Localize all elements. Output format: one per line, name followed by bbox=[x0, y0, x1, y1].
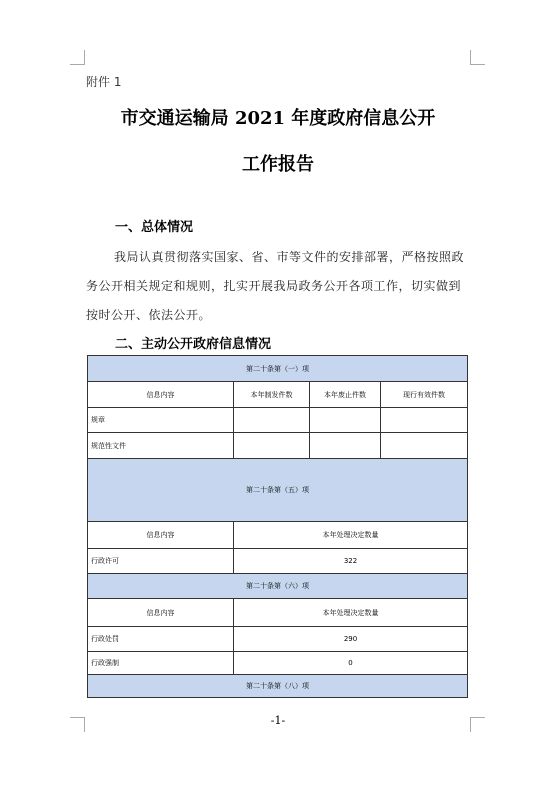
attachment-label: 附件 1 bbox=[86, 75, 122, 89]
row-label: 规章 bbox=[88, 408, 234, 433]
table-row bbox=[88, 652, 468, 675]
crop-mark-top-left bbox=[70, 50, 85, 65]
table-cell bbox=[234, 408, 310, 433]
row-label: 规范性文件 bbox=[88, 433, 234, 459]
row-label: 行政强制 bbox=[88, 652, 234, 675]
crop-mark-top-right bbox=[470, 50, 485, 65]
table-header-cell: 现行有效件数 bbox=[381, 382, 468, 408]
overview-paragraph: 我局认真贯彻落实国家、省、市等文件的安排部署，严格按照政务公开相关规定和规则，扎实开展我局政务公开各项工作，切实做到按时公开、依法公开。 bbox=[86, 250, 465, 322]
table-section-title: 第二十条第（一）项 bbox=[88, 356, 468, 382]
table-header-cell: 本年制发件数 bbox=[234, 382, 310, 408]
table-header-cell: 信息内容 bbox=[88, 599, 234, 627]
table-cell: 322 bbox=[234, 549, 468, 574]
table-row bbox=[88, 408, 468, 433]
section-heading-active-disclosure: 二、主动公开政府信息情况 bbox=[115, 337, 272, 352]
table-cell bbox=[381, 408, 468, 433]
row-label: 行政处罚 bbox=[88, 627, 234, 652]
disclosure-table bbox=[87, 355, 468, 698]
report-title-line2: 工作报告 bbox=[242, 154, 314, 175]
table-header-cell: 信息内容 bbox=[88, 382, 234, 408]
table-cell: 290 bbox=[234, 627, 468, 652]
table-cell: 0 bbox=[234, 652, 468, 675]
table-section-title: 第二十条第（八）项 bbox=[88, 675, 468, 698]
table-header-cell: 本年废止件数 bbox=[310, 382, 381, 408]
row-label: 行政许可 bbox=[88, 549, 234, 574]
table-header-cell: 本年处理决定数量 bbox=[234, 522, 468, 549]
report-title-line1: 市交通运输局 2021 年度政府信息公开 bbox=[120, 108, 436, 129]
table-cell bbox=[310, 408, 381, 433]
table-header-cell: 本年处理决定数量 bbox=[234, 599, 468, 627]
page-number: -1- bbox=[270, 714, 286, 727]
table-cell bbox=[310, 433, 381, 459]
table-row bbox=[88, 627, 468, 652]
table-row bbox=[88, 433, 468, 459]
table-section-title: 第二十条第（五）项 bbox=[88, 459, 468, 522]
table-cell bbox=[381, 433, 468, 459]
table-row bbox=[88, 549, 468, 574]
section-heading-overview: 一、总体情况 bbox=[115, 220, 194, 235]
table-header-cell: 信息内容 bbox=[88, 522, 234, 549]
table-section-title: 第二十条第（六）项 bbox=[88, 574, 468, 599]
table-cell bbox=[234, 433, 310, 459]
